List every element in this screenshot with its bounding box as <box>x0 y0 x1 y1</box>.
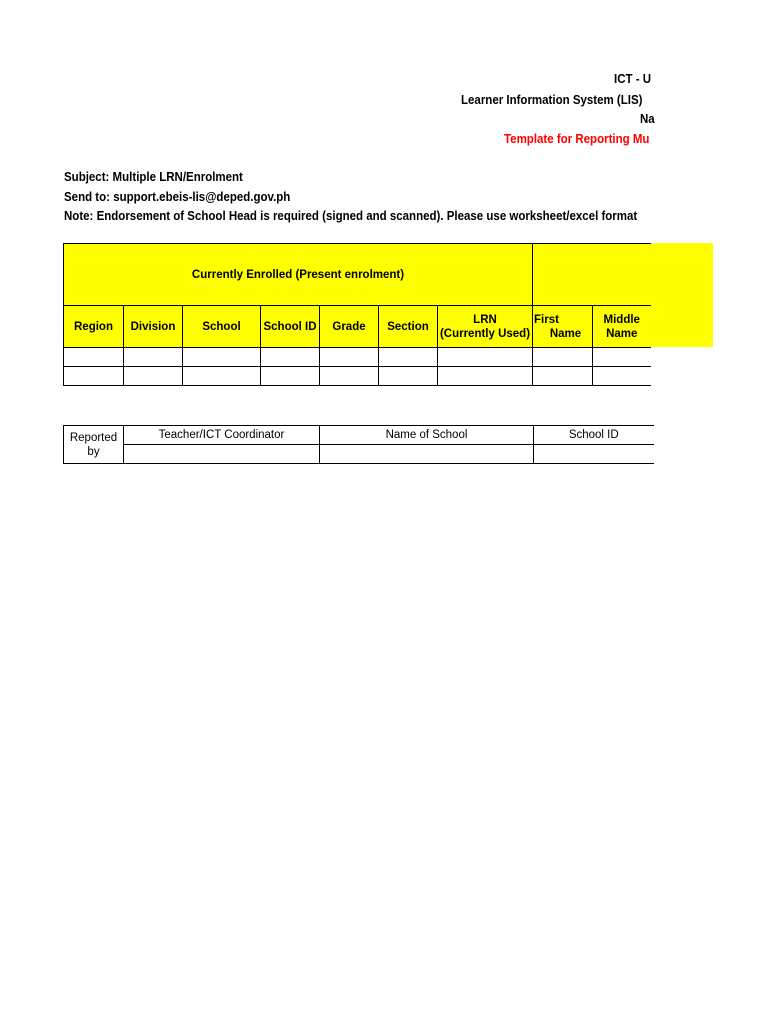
table-row <box>64 367 651 386</box>
col-section: Section <box>379 306 438 348</box>
reported-by-table <box>63 425 654 464</box>
table-cell[interactable] <box>379 367 438 386</box>
col-lrn <box>438 306 533 348</box>
col-teacher-ict: Teacher/ICT Coordinator <box>124 426 320 445</box>
note-line: Note: Endorsement of School Head is required (signed and scanned). Please use worksheet/excel format <box>64 209 638 223</box>
col-name-of-school: Name of School <box>320 426 534 445</box>
table-cell[interactable] <box>124 367 183 386</box>
table-cell[interactable] <box>593 348 651 367</box>
header-na: Na <box>640 112 655 126</box>
col-middle-name <box>593 306 651 348</box>
enrolment-table <box>63 243 651 386</box>
table-cell[interactable] <box>320 348 379 367</box>
table-cell[interactable] <box>261 348 320 367</box>
col-lrn-line2: (Currently Used) <box>439 327 531 340</box>
col-middle-name-line2: Name <box>606 327 638 340</box>
col-division: Division <box>124 306 183 348</box>
table-cell[interactable] <box>64 348 124 367</box>
reported-by-label <box>64 426 124 464</box>
table-cell[interactable] <box>593 367 651 386</box>
table-cell[interactable] <box>124 445 320 464</box>
reported-by-line1: Reported <box>69 431 118 444</box>
table-cell[interactable] <box>533 348 593 367</box>
col-first-name-line1: First <box>534 313 559 326</box>
col-region: Region <box>64 306 124 348</box>
birth-header-cell <box>533 244 651 306</box>
col-school-id: School ID <box>261 306 320 348</box>
col-first-name <box>533 306 593 348</box>
table-row <box>64 445 654 464</box>
table-cell[interactable] <box>320 445 534 464</box>
header-template-title: Template for Reporting Mu <box>504 132 650 146</box>
table-row <box>64 348 651 367</box>
table-cell[interactable] <box>438 367 533 386</box>
currently-enrolled-header: Currently Enrolled (Present enrolment) <box>64 244 533 306</box>
table-cell[interactable] <box>183 367 261 386</box>
table-cell[interactable] <box>379 348 438 367</box>
table-cell[interactable] <box>533 367 593 386</box>
header-lis: Learner Information System (LIS) <box>461 93 643 107</box>
send-to-line: Send to: support.ebeis-lis@deped.gov.ph <box>64 190 291 204</box>
table-cell[interactable] <box>64 367 124 386</box>
col-first-name-line2: Name <box>549 327 582 340</box>
table-cell[interactable] <box>261 367 320 386</box>
subject-line: Subject: Multiple LRN/Enrolment <box>64 170 243 184</box>
header-ict: ICT - U <box>614 72 652 86</box>
col-middle-name-line1: Middle <box>603 313 640 326</box>
col-grade: Grade <box>320 306 379 348</box>
table-cell[interactable] <box>183 348 261 367</box>
col-lrn-line1: LRN <box>473 313 497 326</box>
reported-by-line2: by <box>87 445 100 458</box>
col-school: School <box>183 306 261 348</box>
col-report-school-id: School ID <box>534 426 654 445</box>
table-cell[interactable] <box>438 348 533 367</box>
table-cell[interactable] <box>534 445 654 464</box>
table-cell[interactable] <box>124 348 183 367</box>
table-cell[interactable] <box>320 367 379 386</box>
